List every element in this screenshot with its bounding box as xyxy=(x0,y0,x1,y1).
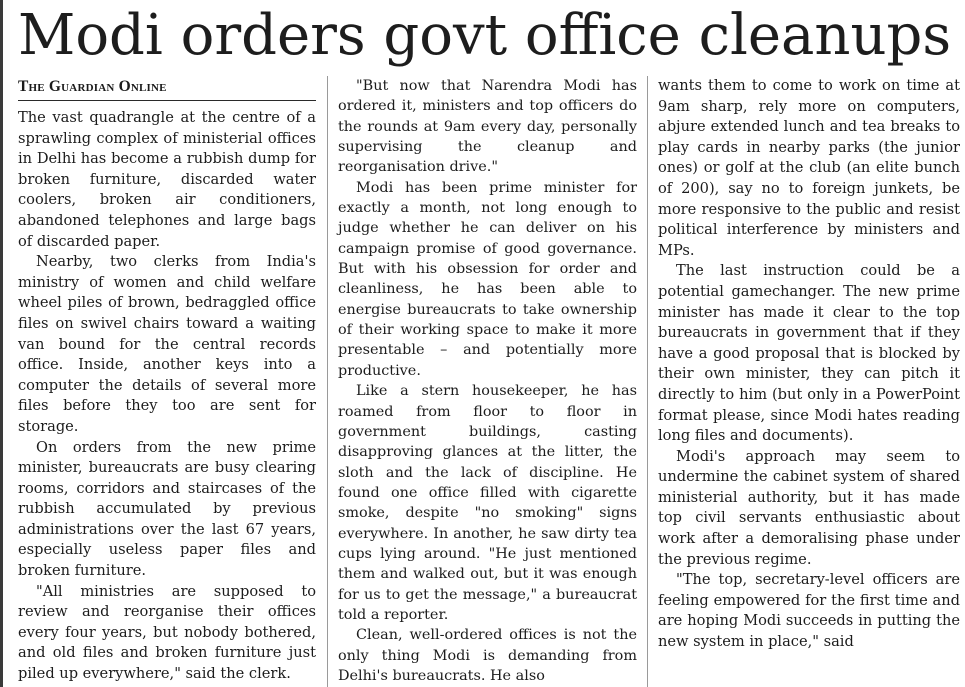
clipping-edge xyxy=(0,0,3,687)
paragraph: Modi's approach may seem to undermine the cabinet system of shared ministerial authority, but it has made top civil servants enthusiastic about work after a demoralising phase under the previous regime. xyxy=(658,447,960,568)
paragraph: wants them to come to work on time at 9am sharp, rely more on computers, abjure extended lunch and tea breaks to play cards in nearby parks (the junior ones) or golf at the club (an elite bunch of 200), say no to foreign junkets, be more responsive to the public and resist political interference by ministers and MPs. xyxy=(658,77,960,259)
column-divider xyxy=(647,76,648,687)
paragraph: Like a stern housekeeper, he has roamed from floor to floor in government buildings, casting disapproving glances at the litter, the sloth and the lack of discipline. He found one office filled with cigarette smoke, despite "no smoking" signs everywhere. In another, he saw dirty tea cups lying around. "He just mentioned them and walked out, but it was enough for us to get the message," a bureaucrat told a reporter. xyxy=(338,383,637,623)
article-column-1 xyxy=(18,76,316,685)
byline: The Guardian Online xyxy=(18,76,316,101)
paragraph: The last instruction could be a potential gamechanger. The new prime minister has made it clear to the top bureaucrats in government that if they have a good proposal that is blocked by their own minister, they can pitch it directly to him (but only in a PowerPoint format please, since Modi hates reading long files and documents). xyxy=(658,262,960,445)
paragraph: "All ministries are supposed to review and reorganise their offices every four years, but nobody bothered, and old files and broken furniture just piled up everywhere," said the clerk. xyxy=(18,582,316,683)
paragraph: Clean, well-ordered offices is not the only thing Modi is demanding from Delhi's bureaucrats. He also xyxy=(338,627,637,684)
paragraph: The vast quadrangle at the centre of a sprawling complex of ministerial offices in Delhi has become a rubbish dump for broken furniture, discarded water coolers, broken air conditioners, abandoned telephones and large bags of discarded paper. xyxy=(18,109,316,250)
article-column-2 xyxy=(338,76,637,686)
paragraph: Modi has been prime minister for exactly a month, not long enough to judge whether he can deliver on his campaign promise of good governance. But with his obsession for order and cleanliness, he has been able to energise bureaucrats to take ownership of their working space to make it more presentable – and potentially more productive. xyxy=(338,179,637,379)
paragraph: "But now that Narendra Modi has ordered it, ministers and top officers do the rounds at 9am every day, personally supervising the cleanup and reorganisation drive." xyxy=(338,78,637,176)
paragraph: On orders from the new prime minister, bureaucrats are busy clearing rooms, corridors and staircases of the rubbish accumulated by previous administrations over the last 67 years, especially useless paper files and broken furniture. xyxy=(18,438,316,580)
column-divider xyxy=(327,76,328,687)
paragraph: "The top, secretary-level officers are feeling empowered for the first time and are hoping Modi succeeds in putting the new system in place," said xyxy=(658,571,960,651)
paragraph: Nearby, two clerks from India's ministry of women and child welfare wheel piles of brown, bedraggled office files on swivel chairs toward a waiting van bound for the central records office. Inside, another keys into a computer the details of several more files before they too are sent for storage. xyxy=(18,253,316,435)
headline: Modi orders govt office cleanups xyxy=(18,3,952,68)
article-column-3 xyxy=(658,76,960,653)
